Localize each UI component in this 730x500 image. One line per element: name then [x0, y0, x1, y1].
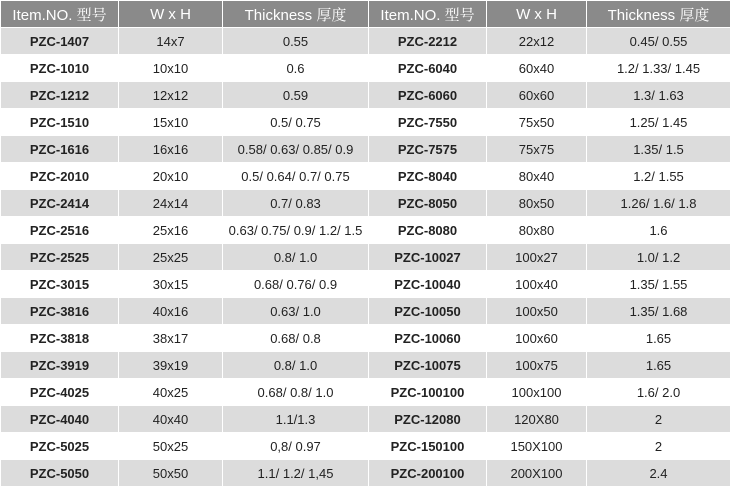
item-no-cell: PZC-1212 — [1, 82, 119, 109]
item-no-cell: PZC-3015 — [1, 271, 119, 298]
wxh-cell: 12x12 — [119, 82, 223, 109]
item-no-cell: PZC-100100 — [369, 379, 487, 406]
wxh-cell: 22x12 — [487, 28, 587, 55]
table-row — [1, 325, 730, 352]
item-no-cell: PZC-7575 — [369, 136, 487, 163]
item-no-cell: PZC-12080 — [369, 406, 487, 433]
item-no-cell: PZC-6060 — [369, 82, 487, 109]
item-no-cell: PZC-10027 — [369, 244, 487, 271]
wxh-cell: 100x100 — [487, 379, 587, 406]
item-no-cell: PZC-8040 — [369, 163, 487, 190]
table-body — [1, 28, 730, 487]
thickness-cell: 0.6 — [223, 55, 369, 82]
thickness-cell: 2.4 — [587, 460, 730, 487]
thickness-cell: 0.5/ 0.64/ 0.7/ 0.75 — [223, 163, 369, 190]
wxh-cell: 40x16 — [119, 298, 223, 325]
wxh-cell: 100x40 — [487, 271, 587, 298]
wxh-cell: 25x25 — [119, 244, 223, 271]
item-no-cell: PZC-2212 — [369, 28, 487, 55]
table-row — [1, 406, 730, 433]
thickness-cell: 1.0/ 1.2 — [587, 244, 730, 271]
wxh-cell: 100x27 — [487, 244, 587, 271]
wxh-cell: 16x16 — [119, 136, 223, 163]
wxh-cell: 14x7 — [119, 28, 223, 55]
table-header — [1, 1, 730, 28]
wxh-cell: 100x60 — [487, 325, 587, 352]
thickness-cell: 1.35/ 1.5 — [587, 136, 730, 163]
item-no-cell: PZC-1010 — [1, 55, 119, 82]
item-no-cell: PZC-1616 — [1, 136, 119, 163]
wxh-cell: 50x25 — [119, 433, 223, 460]
thickness-cell: 1.35/ 1.68 — [587, 298, 730, 325]
thickness-cell: 0.45/ 0.55 — [587, 28, 730, 55]
table-row — [1, 190, 730, 217]
header-item-no: Item.NO. 型号 — [1, 1, 119, 28]
wxh-cell: 120X80 — [487, 406, 587, 433]
thickness-cell: 0.5/ 0.75 — [223, 109, 369, 136]
item-no-cell: PZC-2516 — [1, 217, 119, 244]
item-no-cell: PZC-2414 — [1, 190, 119, 217]
thickness-cell: 1.2/ 1.55 — [587, 163, 730, 190]
thickness-cell: 0.58/ 0.63/ 0.85/ 0.9 — [223, 136, 369, 163]
table-row — [1, 136, 730, 163]
thickness-cell: 1.3/ 1.63 — [587, 82, 730, 109]
thickness-cell: 0.68/ 0.8 — [223, 325, 369, 352]
wxh-cell: 60x40 — [487, 55, 587, 82]
table-row — [1, 460, 730, 487]
wxh-cell: 100x75 — [487, 352, 587, 379]
thickness-cell: 0.7/ 0.83 — [223, 190, 369, 217]
table-row — [1, 433, 730, 460]
table-row — [1, 352, 730, 379]
item-no-cell: PZC-8050 — [369, 190, 487, 217]
item-no-cell: PZC-4040 — [1, 406, 119, 433]
wxh-cell: 60x60 — [487, 82, 587, 109]
table-row — [1, 82, 730, 109]
thickness-cell: 1.26/ 1.6/ 1.8 — [587, 190, 730, 217]
item-no-cell: PZC-1407 — [1, 28, 119, 55]
table-row — [1, 379, 730, 406]
header-wxh-2: W x H — [487, 1, 587, 28]
header-thickness-2: Thickness 厚度 — [587, 1, 730, 28]
wxh-cell: 20x10 — [119, 163, 223, 190]
thickness-cell: 0.63/ 1.0 — [223, 298, 369, 325]
header-wxh: W x H — [119, 1, 223, 28]
table-row — [1, 28, 730, 55]
thickness-cell: 1.65 — [587, 325, 730, 352]
wxh-cell: 39x19 — [119, 352, 223, 379]
item-no-cell: PZC-3919 — [1, 352, 119, 379]
thickness-cell: 1.1/1.3 — [223, 406, 369, 433]
thickness-cell: 1.6/ 2.0 — [587, 379, 730, 406]
item-no-cell: PZC-2525 — [1, 244, 119, 271]
wxh-cell: 100x50 — [487, 298, 587, 325]
thickness-cell: 1.2/ 1.33/ 1.45 — [587, 55, 730, 82]
table-row — [1, 271, 730, 298]
thickness-cell: 1.6 — [587, 217, 730, 244]
table-row — [1, 217, 730, 244]
thickness-cell: 0.63/ 0.75/ 0.9/ 1.2/ 1.5 — [223, 217, 369, 244]
wxh-cell: 15x10 — [119, 109, 223, 136]
item-no-cell: PZC-4025 — [1, 379, 119, 406]
wxh-cell: 75x75 — [487, 136, 587, 163]
thickness-cell: 1.35/ 1.55 — [587, 271, 730, 298]
table-row — [1, 298, 730, 325]
item-no-cell: PZC-10060 — [369, 325, 487, 352]
item-no-cell: PZC-150100 — [369, 433, 487, 460]
wxh-cell: 40x40 — [119, 406, 223, 433]
wxh-cell: 40x25 — [119, 379, 223, 406]
item-no-cell: PZC-5050 — [1, 460, 119, 487]
header-item-no-2: Item.NO. 型号 — [369, 1, 487, 28]
item-no-cell: PZC-200100 — [369, 460, 487, 487]
thickness-cell: 0.55 — [223, 28, 369, 55]
wxh-cell: 10x10 — [119, 55, 223, 82]
item-no-cell: PZC-10050 — [369, 298, 487, 325]
header-row — [1, 1, 730, 28]
wxh-cell: 38x17 — [119, 325, 223, 352]
thickness-cell: 0.8/ 1.0 — [223, 352, 369, 379]
item-no-cell: PZC-7550 — [369, 109, 487, 136]
wxh-cell: 80x40 — [487, 163, 587, 190]
thickness-cell: 2 — [587, 433, 730, 460]
table-row — [1, 55, 730, 82]
item-no-cell: PZC-3816 — [1, 298, 119, 325]
wxh-cell: 200X100 — [487, 460, 587, 487]
item-no-cell: PZC-1510 — [1, 109, 119, 136]
thickness-cell: 1.1/ 1.2/ 1,45 — [223, 460, 369, 487]
wxh-cell: 75x50 — [487, 109, 587, 136]
wxh-cell: 24x14 — [119, 190, 223, 217]
thickness-cell: 0.59 — [223, 82, 369, 109]
wxh-cell: 25x16 — [119, 217, 223, 244]
item-no-cell: PZC-2010 — [1, 163, 119, 190]
item-no-cell: PZC-3818 — [1, 325, 119, 352]
wxh-cell: 150X100 — [487, 433, 587, 460]
wxh-cell: 30x15 — [119, 271, 223, 298]
thickness-cell: 0.68/ 0.8/ 1.0 — [223, 379, 369, 406]
item-no-cell: PZC-10040 — [369, 271, 487, 298]
table-row — [1, 244, 730, 271]
thickness-cell: 0,8/ 0.97 — [223, 433, 369, 460]
header-thickness: Thickness 厚度 — [223, 1, 369, 28]
thickness-cell: 1.65 — [587, 352, 730, 379]
thickness-cell: 1.25/ 1.45 — [587, 109, 730, 136]
thickness-cell: 0.8/ 1.0 — [223, 244, 369, 271]
thickness-cell: 0.68/ 0.76/ 0.9 — [223, 271, 369, 298]
item-no-cell: PZC-6040 — [369, 55, 487, 82]
wxh-cell: 50x50 — [119, 460, 223, 487]
wxh-cell: 80x80 — [487, 217, 587, 244]
thickness-cell: 2 — [587, 406, 730, 433]
wxh-cell: 80x50 — [487, 190, 587, 217]
table-row — [1, 109, 730, 136]
table-row — [1, 163, 730, 190]
item-no-cell: PZC-10075 — [369, 352, 487, 379]
item-no-cell: PZC-5025 — [1, 433, 119, 460]
item-no-cell: PZC-8080 — [369, 217, 487, 244]
